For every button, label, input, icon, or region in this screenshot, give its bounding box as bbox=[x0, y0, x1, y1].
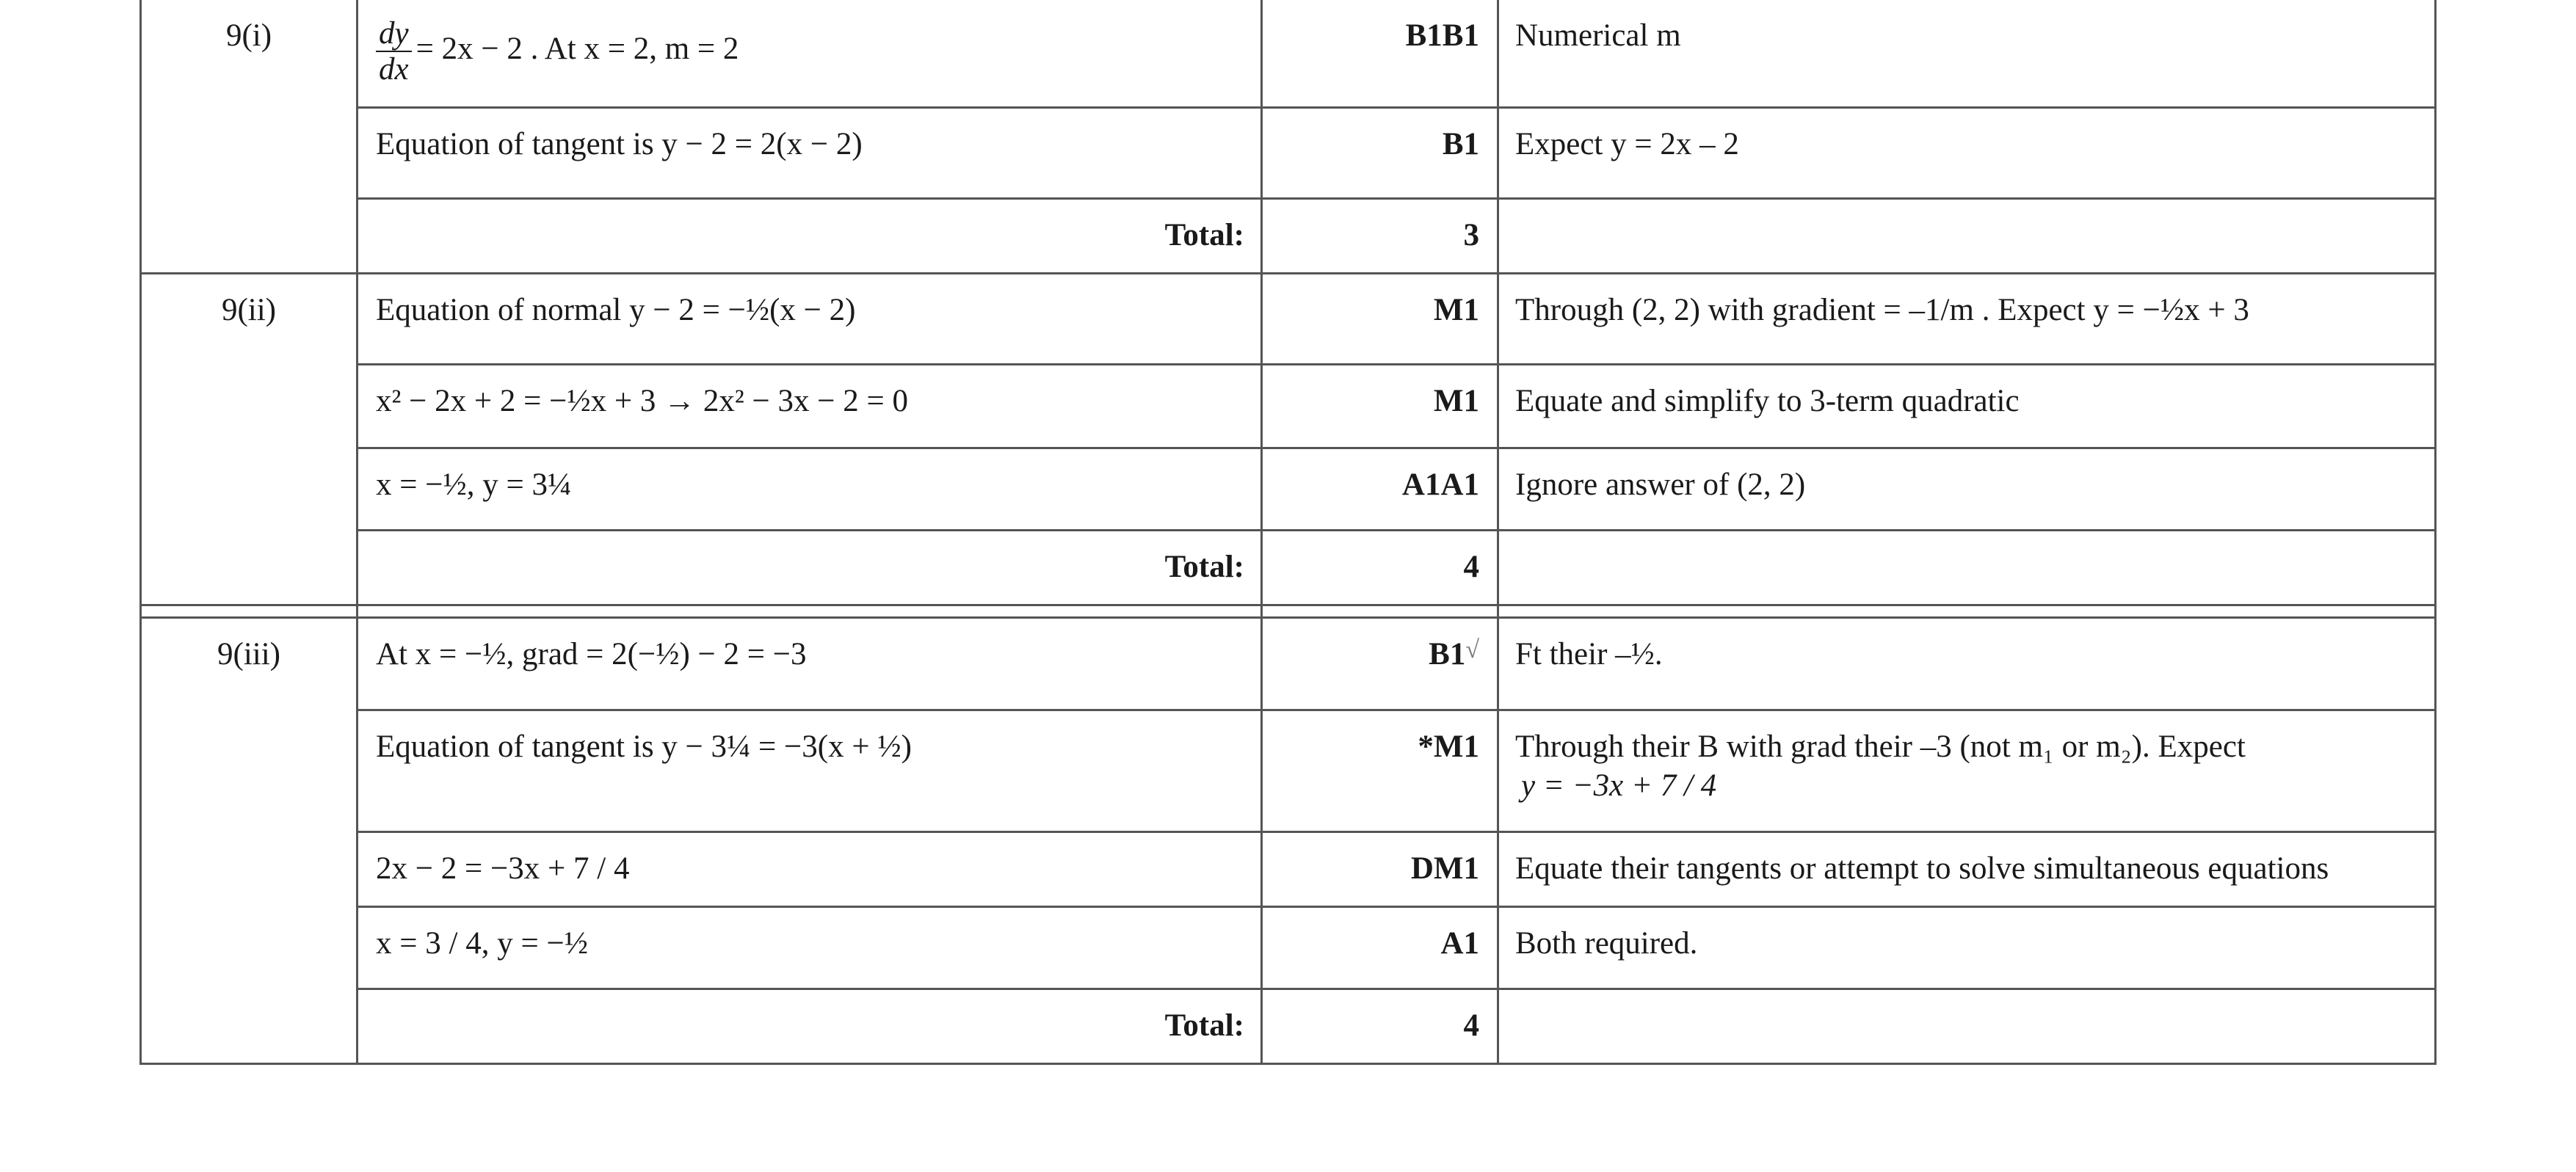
table-row bbox=[141, 364, 2436, 448]
mark-cell: B1 bbox=[1262, 107, 1498, 198]
mark-cell: M1 bbox=[1262, 273, 1498, 364]
table-row bbox=[141, 273, 2436, 364]
total-value: 4 bbox=[1262, 530, 1498, 605]
total-label: Total: bbox=[358, 198, 1262, 273]
section-separator bbox=[141, 605, 2436, 617]
mark-cell: A1 bbox=[1262, 906, 1498, 989]
guidance-cell-empty bbox=[1498, 989, 2436, 1063]
answer-cell: At x = −½, grad = 2(−½) − 2 = −3 bbox=[358, 617, 1262, 710]
answer-text: = 2x − 2 . At x = 2, m = 2 bbox=[416, 32, 739, 67]
total-value: 3 bbox=[1262, 198, 1498, 273]
answer-cell: Equation of tangent is y − 2 = 2(x − 2) bbox=[358, 107, 1262, 198]
table-row bbox=[141, 617, 2436, 710]
guidance-cell bbox=[1498, 710, 2436, 831]
answer-cell: x² − 2x + 2 = −½x + 3 → 2x² − 3x − 2 = 0 bbox=[358, 364, 1262, 448]
table-row bbox=[141, 906, 2436, 989]
mark-cell: B1B1 bbox=[1262, 0, 1498, 107]
guidance-cell: Numerical m bbox=[1498, 0, 2436, 107]
answer-cell: x = 3 / 4, y = −½ bbox=[358, 906, 1262, 989]
total-row bbox=[141, 198, 2436, 273]
question-label: 9(iii) bbox=[141, 617, 358, 1063]
total-value: 4 bbox=[1262, 989, 1498, 1063]
answer-cell: x = −½, y = 3¼ bbox=[358, 448, 1262, 530]
mark-cell: M1 bbox=[1262, 364, 1498, 448]
mark-cell: A1A1 bbox=[1262, 448, 1498, 530]
table-row bbox=[141, 710, 2436, 831]
answer-cell: 2x − 2 = −3x + 7 / 4 bbox=[358, 831, 1262, 906]
mark-cell: *M1 bbox=[1262, 710, 1498, 831]
guidance-cell: Expect y = 2x – 2 bbox=[1498, 107, 2436, 198]
table-row bbox=[141, 0, 2436, 107]
total-row bbox=[141, 989, 2436, 1063]
guidance-cell: Equate their tangents or attempt to solve simultaneous equations bbox=[1498, 831, 2436, 906]
answer-cell: Equation of tangent is y − 3¼ = −3(x + ½) bbox=[358, 710, 1262, 831]
guidance-cell-empty bbox=[1498, 198, 2436, 273]
total-row bbox=[141, 530, 2436, 605]
mark-cell bbox=[1262, 617, 1498, 710]
question-label: 9(i) bbox=[141, 0, 358, 273]
guidance-line-1: Through their B with grad their –3 (not m₁ or m₂). Expect bbox=[1515, 729, 2246, 764]
question-label: 9(ii) bbox=[141, 273, 358, 605]
guidance-cell: Ft their –½. bbox=[1498, 617, 2436, 710]
guidance-cell: Both required. bbox=[1498, 906, 2436, 989]
answer-cell bbox=[358, 0, 1262, 107]
total-label: Total: bbox=[358, 530, 1262, 605]
fraction-numerator: dy bbox=[376, 16, 412, 52]
guidance-line-2: y = −3x + 7 / 4 bbox=[1521, 768, 1717, 804]
total-label: Total: bbox=[358, 989, 1262, 1063]
derivative-fraction bbox=[376, 16, 412, 87]
mark-text: B1 bbox=[1429, 636, 1466, 671]
guidance-cell: Equate and simplify to 3-term quadratic bbox=[1498, 364, 2436, 448]
table-row bbox=[141, 107, 2436, 198]
answer-cell: Equation of normal y − 2 = −½(x − 2) bbox=[358, 273, 1262, 364]
guidance-cell-empty bbox=[1498, 530, 2436, 605]
guidance-cell: Through (2, 2) with gradient = –1/m . Expect y = −½x + 3 bbox=[1498, 273, 2436, 364]
fraction-denominator: dx bbox=[379, 52, 409, 87]
table-row bbox=[141, 448, 2436, 530]
mark-scheme-table bbox=[139, 0, 2437, 1065]
mark-cell: DM1 bbox=[1262, 831, 1498, 906]
table-row bbox=[141, 831, 2436, 906]
guidance-cell: Ignore answer of (2, 2) bbox=[1498, 448, 2436, 530]
follow-through-tick-icon: √ bbox=[1465, 636, 1479, 663]
